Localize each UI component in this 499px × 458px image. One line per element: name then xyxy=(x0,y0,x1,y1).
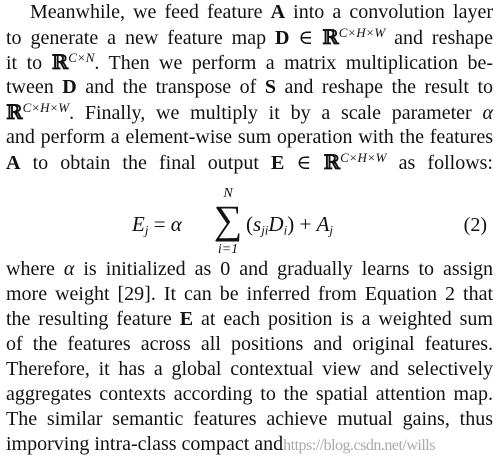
equation-rhs xyxy=(246,212,333,237)
math-superscript: C×H×W xyxy=(340,149,387,165)
text-span: The similar semantic features achieve mutual gains, thus xyxy=(6,408,493,430)
math-symbol: D xyxy=(62,76,77,98)
text-span: the resulting feature xyxy=(6,308,180,330)
text-line xyxy=(6,357,493,382)
text-line xyxy=(6,25,493,51)
text-span: and perform a element-wise sum operation with the features xyxy=(6,126,493,148)
text-span: . Finally, we multiply it by a scale parameter xyxy=(69,102,483,124)
math-symbol: α xyxy=(170,212,182,236)
math-symbol: A xyxy=(270,1,286,23)
text-span: aggregates contexts according to the spatial attention map. xyxy=(6,383,493,405)
math-symbol: ∈ xyxy=(284,152,324,174)
text-line xyxy=(6,75,493,100)
math-symbol: D xyxy=(268,212,284,236)
text-span: Meanwhile, we feed feature xyxy=(30,1,271,23)
math-symbol: E xyxy=(179,308,194,330)
text-span: . Then we perform a matrix multiplication be- xyxy=(94,52,493,74)
text-span: is initialized as 0 and gradually learns to assign xyxy=(74,258,494,280)
math-superscript: C×H×W xyxy=(22,99,70,115)
text-line xyxy=(6,257,493,282)
text-line xyxy=(6,100,493,126)
equation-lhs xyxy=(132,212,182,237)
text-line xyxy=(6,332,493,357)
math-symbol: s xyxy=(253,212,262,236)
math-superscript: C×N xyxy=(68,49,95,65)
text-span: of the features across all positions and original features. xyxy=(6,333,493,355)
text-span: tween xyxy=(6,76,63,98)
text-span: and reshape xyxy=(385,27,493,49)
text-span: into a convolution layer xyxy=(285,1,493,23)
text-line xyxy=(6,307,493,332)
math-subscript: i xyxy=(283,222,288,238)
text-span: and reshape the result to xyxy=(276,76,493,98)
text-line xyxy=(6,282,493,307)
text-line xyxy=(6,407,493,432)
sum-sign: ∑ xyxy=(213,197,243,242)
math-symbol: A xyxy=(316,212,330,236)
math-symbol: ℝ xyxy=(322,25,339,49)
text-span: Therefore, it has a global contextual view and selectively xyxy=(6,358,493,380)
math-symbol: = xyxy=(148,212,171,236)
watermark: https://blog.csdn.net/wills xyxy=(283,437,435,454)
math-symbol: ( xyxy=(246,212,253,236)
math-symbol: ℝ xyxy=(6,100,23,124)
math-symbol: α xyxy=(63,258,75,280)
text-line xyxy=(6,50,493,76)
text-line xyxy=(6,125,493,150)
math-symbol: S xyxy=(264,76,276,98)
math-subscript: j xyxy=(329,222,334,238)
text-span: where xyxy=(6,258,64,280)
math-symbol: D xyxy=(275,27,290,49)
math-subscript: ji xyxy=(261,222,269,238)
math-superscript: C×H×W xyxy=(338,24,386,40)
math-symbol: + xyxy=(294,212,317,236)
math-symbol: ) xyxy=(287,212,295,236)
sum-lower-limit: i=1 xyxy=(217,242,239,257)
text-line xyxy=(30,0,493,25)
equation-number: (2) xyxy=(463,214,487,236)
text-line xyxy=(6,382,493,407)
text-span: it to xyxy=(6,52,52,74)
text-span: imporving intra-class compact and xyxy=(6,433,284,455)
math-symbol: A xyxy=(6,152,21,174)
text-line xyxy=(6,432,493,458)
equation-block xyxy=(0,186,499,261)
text-span: to obtain the final output xyxy=(20,152,272,174)
sum-upper-limit: N xyxy=(223,186,233,201)
math-symbol: ℝ xyxy=(51,50,69,74)
math-symbol: ℝ xyxy=(323,150,341,174)
text-span: to generate a new feature map xyxy=(6,27,275,49)
math-symbol: ∈ xyxy=(289,27,323,49)
math-subscript: j xyxy=(144,222,149,238)
text-span: more weight [29]. It can be inferred from Equation 2 that xyxy=(6,283,493,305)
text-span: as follows: xyxy=(386,152,493,174)
summation xyxy=(213,186,243,261)
math-symbol: E xyxy=(271,152,285,174)
math-symbol: E xyxy=(132,212,145,236)
text-span: at each position is a weighted sum xyxy=(193,308,493,330)
text-span: and the transpose of xyxy=(76,76,265,98)
math-symbol: α xyxy=(482,102,493,124)
text-line xyxy=(6,150,493,176)
